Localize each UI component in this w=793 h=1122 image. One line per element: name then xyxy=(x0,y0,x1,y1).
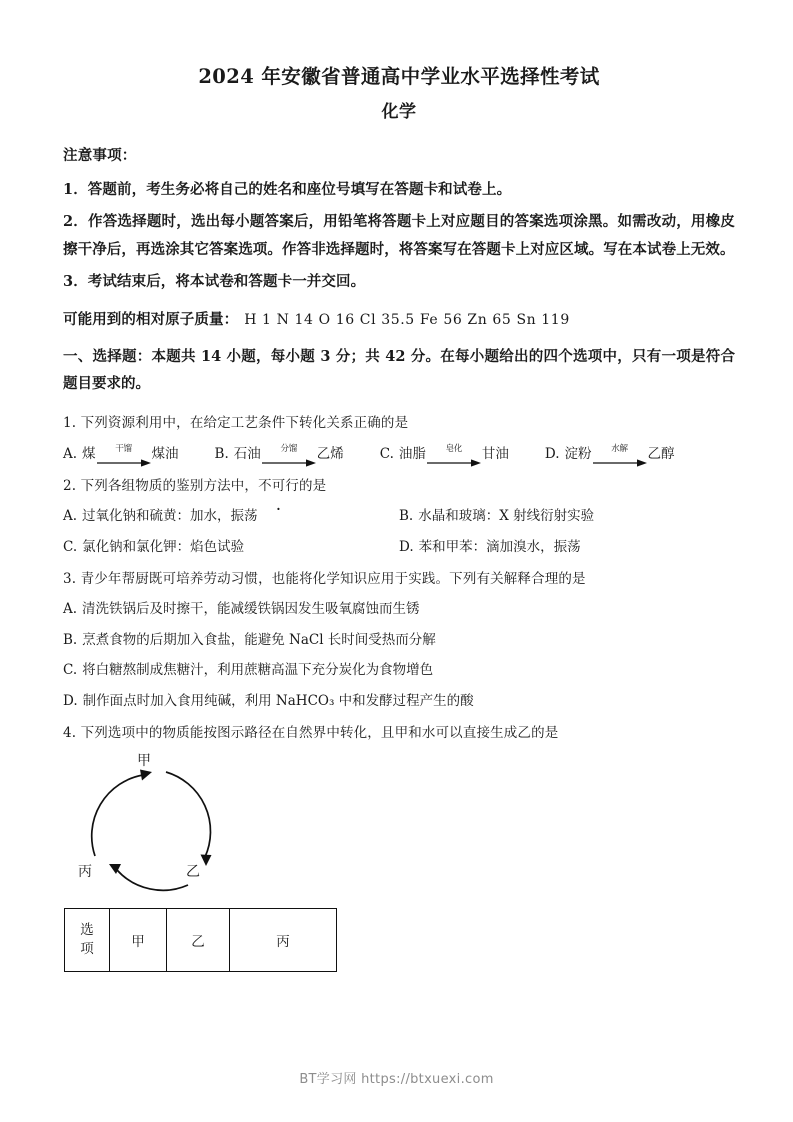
option-label: B. xyxy=(63,631,78,648)
question-3-option-c[interactable] xyxy=(63,655,735,685)
question-2-stem xyxy=(63,471,735,501)
question-2-options-row-1 xyxy=(63,501,735,531)
stem-part-before: 2. 下列各组物质的鉴别方法中， xyxy=(63,477,259,494)
question-3-option-d[interactable] xyxy=(63,686,735,716)
product: 煤油 xyxy=(151,445,179,462)
header-line-2: 项 xyxy=(80,941,94,958)
notice-item-3: 3．考试结束后，将本试卷和答题卡一并交回。 xyxy=(63,272,366,290)
transformation-cycle-diagram xyxy=(71,752,301,904)
option-label: C. xyxy=(63,538,78,555)
reaction-c xyxy=(399,439,509,469)
question-3-option-b[interactable] xyxy=(63,625,735,655)
reaction-arrow-icon xyxy=(427,443,481,469)
option-text: 烹煮食物的后期加入食盐，能避免 NaCl 长时间受热而分解 xyxy=(82,631,436,648)
question-3-option-a[interactable] xyxy=(63,594,735,624)
question-4 xyxy=(63,718,735,972)
question-1-option-d[interactable] xyxy=(545,439,675,469)
reaction-condition: 水解 xyxy=(611,443,628,454)
option-label: D. xyxy=(544,445,560,462)
option-label: D. xyxy=(63,692,78,709)
question-3-option-a-row xyxy=(63,594,735,624)
question-4-option-table xyxy=(64,908,337,972)
option-text: 氯化钠和氯化钾：焰色试验 xyxy=(82,538,245,555)
subject-title: 化学 xyxy=(381,102,417,123)
table-header-option xyxy=(65,909,110,972)
question-2-option-b[interactable] xyxy=(399,501,735,531)
question-1-stem: 1. 下列资源利用中，在给定工艺条件下转化关系正确的是 xyxy=(63,415,409,432)
table-row xyxy=(65,909,337,972)
option-label: D. xyxy=(399,538,414,555)
option-text: 将白糖熬制成焦糖汁，利用蔗糖高温下充分炭化为食物增色 xyxy=(82,662,434,679)
cycle-node-jia: 甲 xyxy=(137,753,151,770)
question-2-options-row-2 xyxy=(63,532,735,562)
question-2-option-d[interactable] xyxy=(399,532,735,562)
reaction-condition: 分馏 xyxy=(280,443,298,454)
question-1-option-a[interactable] xyxy=(63,439,179,469)
option-text: 过氧化钠和硫黄：加水，振荡 xyxy=(82,508,258,525)
option-label: A. xyxy=(63,508,78,525)
option-label: A. xyxy=(63,445,78,462)
product: 乙醇 xyxy=(647,445,675,462)
question-3-option-c-row xyxy=(63,655,735,685)
question-2-option-a[interactable] xyxy=(63,501,399,531)
option-text: 清洗铁锅后及时擦干，能减缓铁锅因发生吸氧腐蚀而生锈 xyxy=(82,601,420,618)
reaction-a xyxy=(82,439,179,469)
stem-emphasis: 不可行 xyxy=(258,477,300,494)
table-header-jia: 甲 xyxy=(110,909,167,972)
reactant: 石油 xyxy=(233,445,261,462)
option-text: 水晶和玻璃：X 射线衍射实验 xyxy=(418,508,595,525)
reaction-b xyxy=(234,439,344,469)
option-label: B. xyxy=(399,508,414,525)
notice-item-2: 2．作答选择题时，选出每小题答案后，用铅笔将答题卡上对应题目的答案选项涂黑。如需改动，用橡皮擦干净后，再选涂其它答案选项。作答非选择题时，将答案写在答题卡上对应区域。写在本试卷上无效。 xyxy=(63,213,735,258)
reaction-arrow-icon xyxy=(97,443,151,469)
reaction-arrow-icon xyxy=(593,443,647,469)
page-title: 2024 年安徽省普通高中学业水平选择性考试 xyxy=(198,65,600,88)
notice-heading: 注意事项： xyxy=(63,147,137,165)
question-1 xyxy=(63,408,735,469)
question-3-stem: 3. 青少年帮厨既可培养劳动习惯，也能将化学知识应用于实践。下列有关解释合理的是 xyxy=(63,571,586,588)
reaction-condition: 干馏 xyxy=(115,443,132,454)
reaction-d xyxy=(565,439,675,469)
question-2-option-c[interactable] xyxy=(63,532,399,562)
reaction-arrow-icon xyxy=(262,443,316,469)
notice-item-1: 1．答题前，考生务必将自己的姓名和座位号填写在答题卡和试卷上。 xyxy=(63,181,512,199)
table-header-bing: 丙 xyxy=(230,909,337,972)
question-3-option-d-row xyxy=(63,686,735,716)
option-text: 制作面点时加入食用纯碱，利用 NaHCO₃ 中和发酵过程产生的酸 xyxy=(82,692,474,709)
question-1-option-b[interactable] xyxy=(215,439,344,469)
reactant: 煤 xyxy=(82,445,96,462)
reactant: 淀粉 xyxy=(564,445,592,462)
section-one-heading: 一、选择题：本题共 14 小题，每小题 3 分；共 42 分。在每小题给出的四个选项中，只有一项是符合题目要求的。 xyxy=(63,347,735,393)
option-label: C. xyxy=(63,662,78,679)
option-text: 苯和甲苯：滴加溴水，振荡 xyxy=(418,538,581,555)
table-header-yi: 乙 xyxy=(167,909,230,972)
question-4-stem: 4. 下列选项中的物质能按图示路径在自然界中转化，且甲和水可以直接生成乙的是 xyxy=(63,724,559,741)
header-line-1: 选 xyxy=(80,921,94,938)
option-label: B. xyxy=(214,445,229,462)
reaction-condition: 皂化 xyxy=(445,443,463,454)
cycle-node-yi: 乙 xyxy=(186,864,200,881)
question-1-option-c[interactable] xyxy=(380,439,509,469)
question-3-option-b-row xyxy=(63,625,735,655)
stem-part-after: 的是 xyxy=(299,477,327,494)
cycle-node-bing: 丙 xyxy=(78,864,92,881)
footer-watermark: BT学习网 https://btxuexi.com xyxy=(299,1072,494,1087)
notice-section xyxy=(63,144,735,295)
question-3 xyxy=(63,564,735,716)
option-label: C. xyxy=(379,445,394,462)
question-1-options xyxy=(63,439,735,469)
reactant: 油脂 xyxy=(398,445,426,462)
option-label: A. xyxy=(63,601,78,618)
atomic-mass-values: H 1 N 14 O 16 Cl 35.5 Fe 56 Zn 65 Sn 119 xyxy=(244,311,570,328)
product: 甘油 xyxy=(481,445,509,462)
atomic-mass-label: 可能用到的相对原子质量： xyxy=(63,310,239,328)
atomic-mass-line xyxy=(63,308,735,329)
product: 乙烯 xyxy=(316,445,344,462)
page-content xyxy=(63,62,735,974)
question-2 xyxy=(63,471,735,562)
